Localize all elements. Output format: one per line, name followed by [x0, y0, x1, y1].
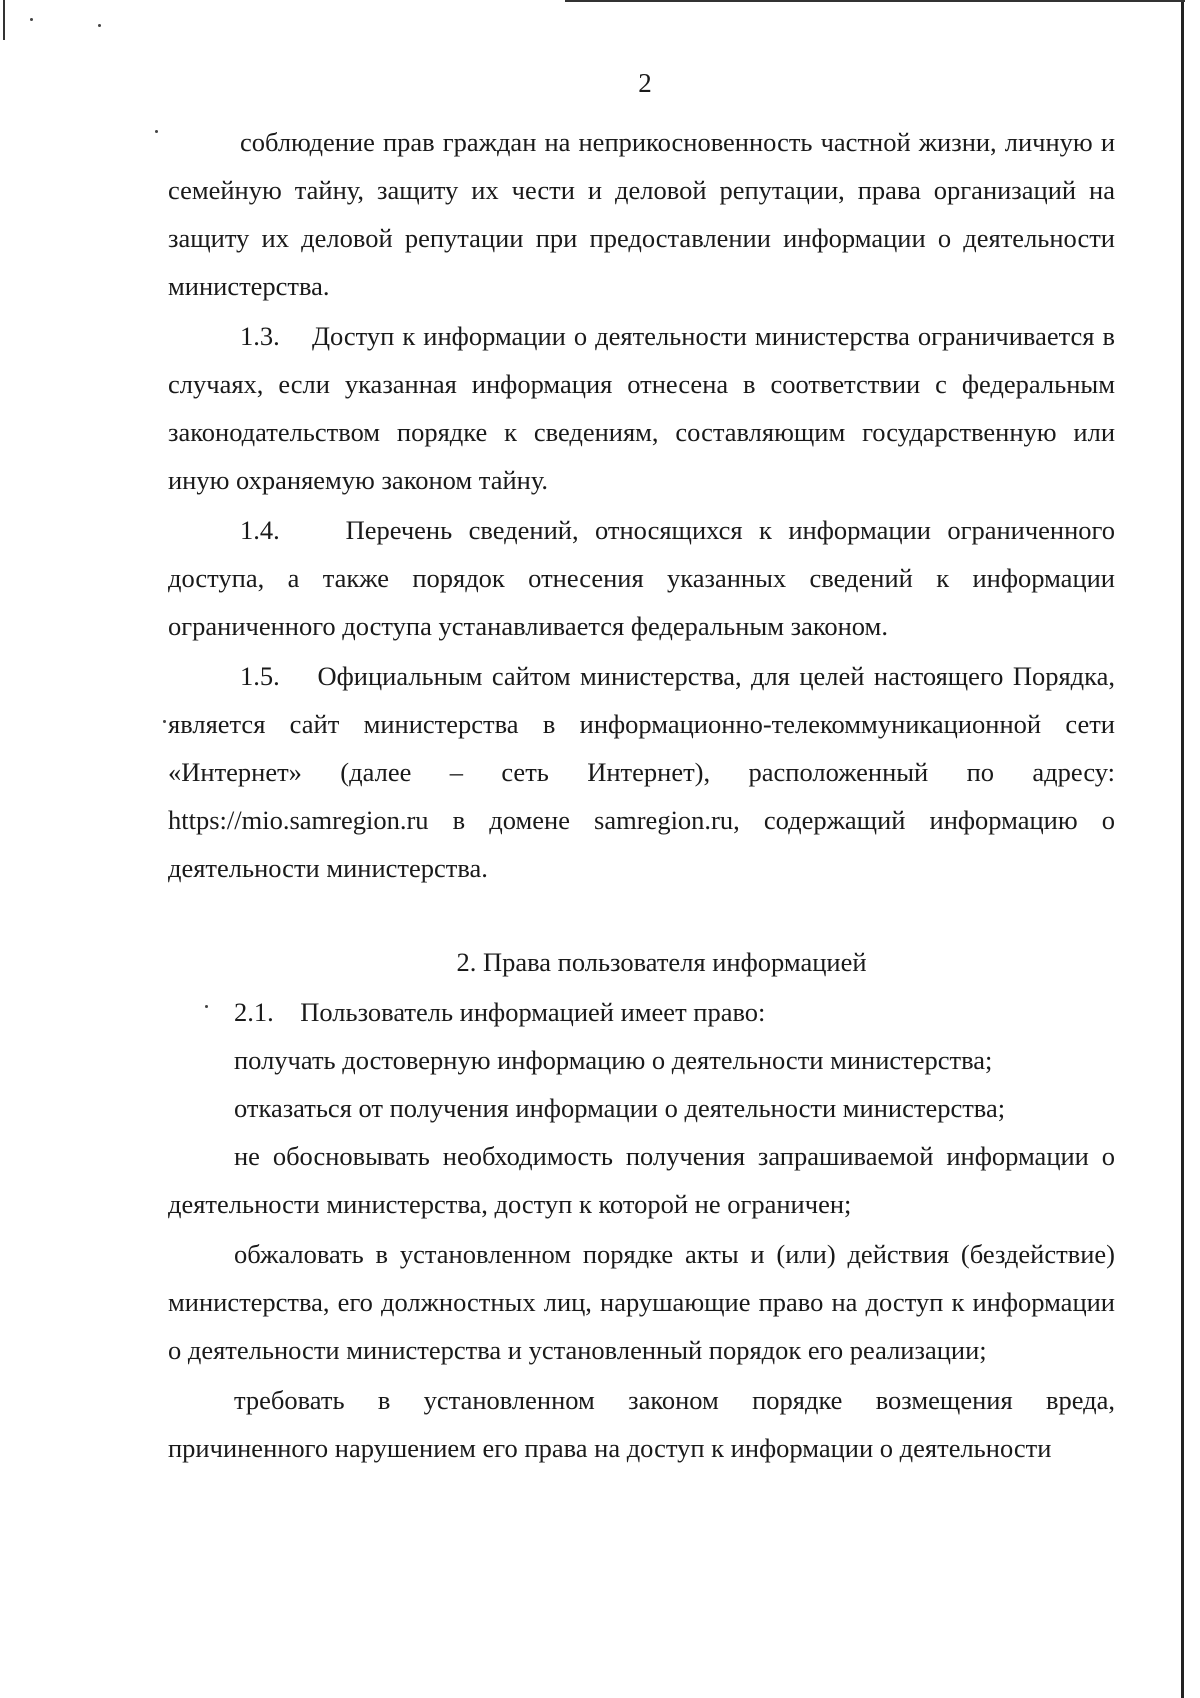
clause-number: 2.1.	[234, 997, 274, 1027]
page-number: 2	[638, 68, 652, 98]
list-item: отказаться от получения информации о деятельности министерства;	[234, 1093, 1006, 1123]
scan-speck	[98, 24, 101, 27]
paragraph-1-3	[168, 312, 1115, 504]
section-heading: 2. Права пользователя информацией	[456, 947, 867, 977]
scan-edge-left	[3, 0, 5, 40]
list-item: обжаловать в установленном порядке акты и (или) действия (бездействие) министерства, его должностных лиц, нарушающие право на доступ к информации о деятельности министерства и установленный порядок его реализации;	[168, 1239, 1115, 1365]
list-item: требовать в установленном законом порядке возмещения вреда, причиненного нарушением его права на доступ к информации о деятельности	[168, 1385, 1115, 1463]
clause-number: 1.5.	[240, 661, 280, 691]
clause-number: 1.4.	[240, 515, 280, 545]
clause-text: Официальным сайтом министерства, для целей настоящего Порядка, является сайт министерства в информационно-телекоммуникационной сети «Интернет» (далее – сеть Интернет), расположенный по адресу: https://mio.samregion.ru в домене samregion.ru, содержащий информацию о деятельности министерства.	[168, 661, 1115, 883]
scan-edge-top	[565, 0, 1185, 2]
clause-text: Пользователь информацией имеет право:	[300, 997, 766, 1027]
scan-speck	[163, 720, 166, 723]
scan-speck	[30, 18, 33, 21]
clause-text: Доступ к информации о деятельности министерства ограничивается в случаях, если указанная информация отнесена в соответствии с федеральным законодательством порядке к сведениям, составляющим государственную или иную охраняемую законом тайну.	[168, 321, 1116, 495]
paragraph-1-4	[168, 506, 1115, 650]
paragraph-rights-continuation: соблюдение прав граждан на неприкосновенность частной жизни, личную и семейную тайну, защиту их чести и деловой репутации, права организаций на защиту их деловой репутации при предоставлении информации о деятельности министерства.	[168, 127, 1115, 301]
scan-edge-right	[1181, 0, 1184, 1698]
paragraph-2-1	[168, 988, 1115, 1036]
paragraph-1-5	[168, 652, 1115, 892]
clause-text: Перечень сведений, относящихся к информации ограниченного доступа, а также порядок отнесения указанных сведений к информации ограниченного доступа устанавливается федеральным законом.	[168, 515, 1115, 641]
clause-number: 1.3.	[240, 321, 280, 351]
scan-speck	[155, 130, 158, 133]
list-item: не обосновывать необходимость получения запрашиваемой информации о деятельности министерства, доступ к которой не ограничен;	[168, 1141, 1115, 1219]
list-item: получать достоверную информацию о деятельности министерства;	[234, 1045, 993, 1075]
document-body	[168, 118, 1115, 1472]
